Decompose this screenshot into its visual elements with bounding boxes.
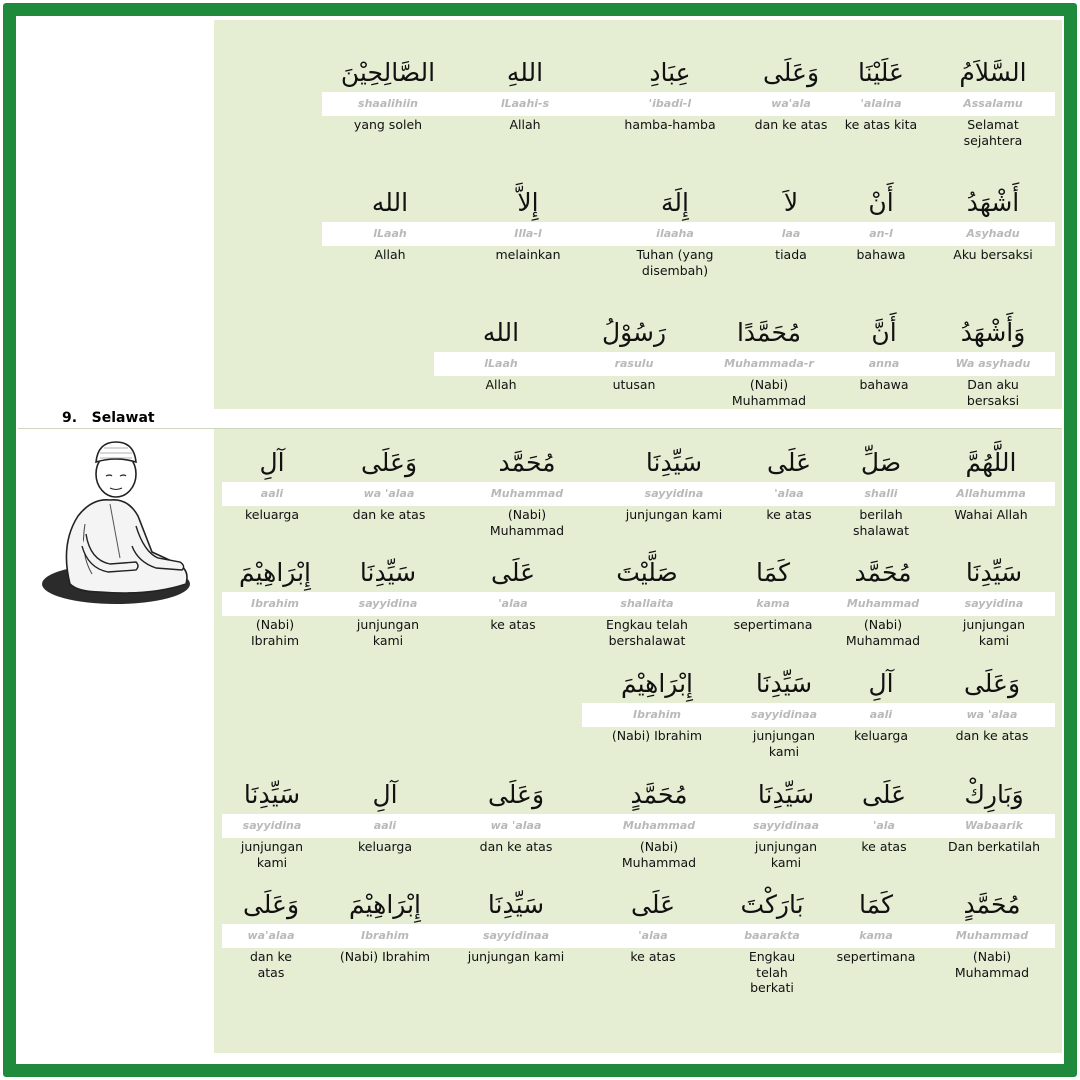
- arabic-word: سَيِّدِنَا: [645, 448, 703, 477]
- transliteration: sayyidina: [242, 819, 302, 832]
- transliteration: lLaah: [373, 227, 407, 240]
- arabic-word: مُحَمَّدًا: [736, 318, 802, 347]
- arabic-word: مُحَمَّدٍ: [963, 890, 1021, 919]
- arabic-word: السَّلاَمُ: [959, 58, 1027, 87]
- meaning: ke atas: [490, 617, 536, 632]
- arabic-word: عَلَيْنَا: [858, 58, 904, 87]
- arabic-word: كَمَا: [859, 890, 893, 919]
- arabic-word: وَعَلَى: [360, 448, 418, 477]
- arabic-word: وَعَلَى: [963, 669, 1021, 698]
- transliteration: rasulu: [614, 357, 654, 370]
- transliteration: laa: [781, 227, 801, 240]
- meaning: melainkan: [495, 247, 561, 262]
- arabic-word: كَمَا: [756, 558, 790, 587]
- meaning: dan ke atas: [754, 117, 828, 132]
- meaning: sepertimana: [836, 949, 916, 964]
- transliteration: 'alaa: [498, 597, 528, 610]
- transliteration: aali: [373, 819, 397, 832]
- transliteration: sayyidinaa: [482, 929, 550, 942]
- meaning: Aku bersaksi: [953, 247, 1033, 262]
- arabic-word: وَبَارِكْ: [964, 780, 1024, 809]
- arabic-word: سَيِّدِنَا: [243, 780, 301, 809]
- meaning: ke atas kita: [844, 117, 918, 132]
- meaning: keluarga: [357, 839, 413, 854]
- transliteration: Muhammad: [490, 487, 564, 500]
- arabic-word: آلِ: [868, 669, 894, 698]
- transliteration: Muhammada-r: [724, 357, 814, 370]
- meaning: tiada: [775, 247, 807, 262]
- transliteration: baarakta: [744, 929, 800, 942]
- arabic-word: إِبْرَاهِيْمَ: [238, 558, 311, 587]
- arabic-word: لاَ: [783, 188, 799, 217]
- meaning: (Nabi) Ibrahim: [339, 949, 431, 964]
- transliteration: lLaah: [484, 357, 518, 370]
- meaning: Selamat sejahtera: [963, 117, 1023, 148]
- arabic-word: سَيِّدِنَا: [965, 558, 1023, 587]
- arabic-word: إِلاَّ: [517, 188, 539, 217]
- transliteration: shalli: [864, 487, 898, 500]
- transliteration: kama: [859, 929, 893, 942]
- transliteration: sayyidinaa: [750, 708, 818, 721]
- meaning: sepertimana: [733, 617, 813, 632]
- arabic-word: آلِ: [259, 448, 285, 477]
- meaning: utusan: [612, 377, 656, 392]
- arabic-word: سَيِّدِنَا: [359, 558, 417, 587]
- arabic-word: الصَّالِحِيْنَ: [340, 58, 436, 87]
- arabic-word: سَيِّدِنَا: [757, 780, 815, 809]
- meaning: dan ke atas: [250, 949, 292, 980]
- meaning: junjungan kami: [754, 839, 818, 870]
- transliteration: anna: [868, 357, 900, 370]
- arabic-word: عَلَى: [766, 448, 812, 477]
- transliteration: aali: [260, 487, 284, 500]
- transliteration: aali: [869, 708, 893, 721]
- arabic-word: مُحَمَّد: [498, 448, 556, 477]
- transliteration: Wa asyhadu: [955, 357, 1031, 370]
- meaning: keluarga: [244, 507, 300, 522]
- green-border-frame: [3, 3, 1077, 1077]
- transliteration: ilaaha: [656, 227, 694, 240]
- transliteration: wa 'alaa: [966, 708, 1018, 721]
- meaning: (Nabi) Ibrahim: [251, 617, 299, 648]
- transliteration: Illa-l: [514, 227, 542, 240]
- arabic-word: أَشْهَدُ: [966, 188, 1020, 217]
- section-heading: 9. Selawat: [62, 410, 155, 426]
- meaning: (Nabi) Muhammad: [731, 377, 807, 408]
- arabic-word: آلِ: [372, 780, 398, 809]
- arabic-word: مُحَمَّد: [854, 558, 912, 587]
- arabic-word: إِبْرَاهِيْمَ: [620, 669, 693, 698]
- arabic-word: مُحَمَّدٍ: [630, 780, 688, 809]
- transliteration: Ibrahim: [361, 929, 409, 942]
- meaning: (Nabi) Muhammad: [489, 507, 565, 538]
- meaning: dan ke atas: [352, 507, 426, 522]
- arabic-word: سَيِّدِنَا: [487, 890, 545, 919]
- meaning: Engkau telah berkati: [748, 949, 796, 995]
- meaning: keluarga: [853, 728, 909, 743]
- meaning: Allah: [485, 377, 517, 392]
- meaning: (Nabi) Ibrahim: [611, 728, 703, 743]
- meaning: yang soleh: [353, 117, 423, 132]
- transliteration: lLaahi-s: [500, 97, 550, 110]
- arabic-word: عَلَى: [490, 558, 536, 587]
- transliteration: shallaita: [620, 597, 674, 610]
- meaning: berilah shalawat: [852, 507, 909, 538]
- transliteration: sayyidina: [358, 597, 418, 610]
- transliteration: wa 'alaa: [363, 487, 415, 500]
- arabic-word: بَارَكْتَ: [740, 890, 804, 919]
- meaning: Allah: [509, 117, 541, 132]
- meaning: Tuhan (yang disembah): [636, 247, 714, 278]
- transliteration: Wabaarik: [964, 819, 1024, 832]
- meaning: junjungan kami: [962, 617, 1026, 648]
- meaning: ke atas: [766, 507, 812, 522]
- arabic-word: وَأَشْهَدُ: [960, 318, 1026, 347]
- arabic-word: أَنَّ: [871, 318, 897, 347]
- transliteration: 'alaa: [774, 487, 804, 500]
- transliteration: shaalihiin: [358, 97, 418, 110]
- transliteration: Asyhadu: [966, 227, 1020, 240]
- transliteration: wa 'alaa: [490, 819, 542, 832]
- arabic-word: أَنْ: [868, 188, 894, 217]
- arabic-word: وَعَلَى: [762, 58, 820, 87]
- transliteration: 'alaina: [860, 97, 902, 110]
- arabic-word: اللهِ: [506, 58, 544, 87]
- arabic-word: الله: [371, 188, 409, 217]
- transliteration: Muhammad: [846, 597, 920, 610]
- meaning: junjungan kami: [752, 728, 816, 759]
- transliteration: 'alaa: [638, 929, 668, 942]
- meaning: Allah: [374, 247, 406, 262]
- meaning: (Nabi) Muhammad: [621, 839, 697, 870]
- arabic-word: عِبَادِ: [649, 58, 691, 87]
- meaning: ke atas: [630, 949, 676, 964]
- transliteration: sayyidinaa: [752, 819, 820, 832]
- arabic-word: وَعَلَى: [487, 780, 545, 809]
- meaning: (Nabi) Muhammad: [845, 617, 921, 648]
- meaning: junjungan kami: [356, 617, 420, 648]
- transliteration: Ibrahim: [633, 708, 681, 721]
- meaning: bahawa: [859, 377, 909, 392]
- arabic-word: صَلِّ: [860, 448, 902, 477]
- meaning: Wahai Allah: [954, 507, 1028, 522]
- transliteration: Muhammad: [622, 819, 696, 832]
- meaning: Engkau telah bershalawat: [606, 617, 688, 648]
- transliteration: wa'ala: [771, 97, 811, 110]
- transliteration: an-l: [869, 227, 893, 240]
- arabic-word: سَيِّدِنَا: [755, 669, 813, 698]
- arabic-word: اللَّهُمَّ: [965, 448, 1017, 477]
- meaning: dan ke atas: [955, 728, 1029, 743]
- arabic-word: الله: [482, 318, 520, 347]
- transliteration: Assalamu: [963, 97, 1023, 110]
- transliteration: kama: [756, 597, 790, 610]
- arabic-word: عَلَى: [630, 890, 676, 919]
- transliteration: Muhammad: [955, 929, 1029, 942]
- transliteration: Allahumma: [956, 487, 1026, 500]
- arabic-word: إِلَهَ: [661, 188, 689, 217]
- transliteration: sayyidina: [964, 597, 1024, 610]
- transliteration: sayyidina: [644, 487, 704, 500]
- meaning: junjungan kami: [240, 839, 304, 870]
- meaning: ke atas: [861, 839, 907, 854]
- transliteration: 'ala: [873, 819, 895, 832]
- meaning: hamba-hamba: [624, 117, 716, 132]
- arabic-word: وَعَلَى: [242, 890, 300, 919]
- meaning: (Nabi) Muhammad: [954, 949, 1030, 980]
- arabic-word: رَسُوْلُ: [601, 318, 667, 347]
- arabic-word: عَلَى: [861, 780, 907, 809]
- transliteration: wa'alaa: [247, 929, 295, 942]
- meaning: bahawa: [856, 247, 906, 262]
- transliteration: Ibrahim: [251, 597, 299, 610]
- meaning: Dan berkatilah: [947, 839, 1041, 854]
- meaning: Dan aku bersaksi: [966, 377, 1020, 408]
- transliteration: 'ibadi-l: [648, 97, 692, 110]
- arabic-word: إِبْرَاهِيْمَ: [348, 890, 421, 919]
- meaning: dan ke atas: [479, 839, 553, 854]
- meaning: junjungan kami: [467, 949, 565, 964]
- arabic-word: صَلَّيْتَ: [616, 558, 678, 587]
- meaning: junjungan kami: [625, 507, 723, 522]
